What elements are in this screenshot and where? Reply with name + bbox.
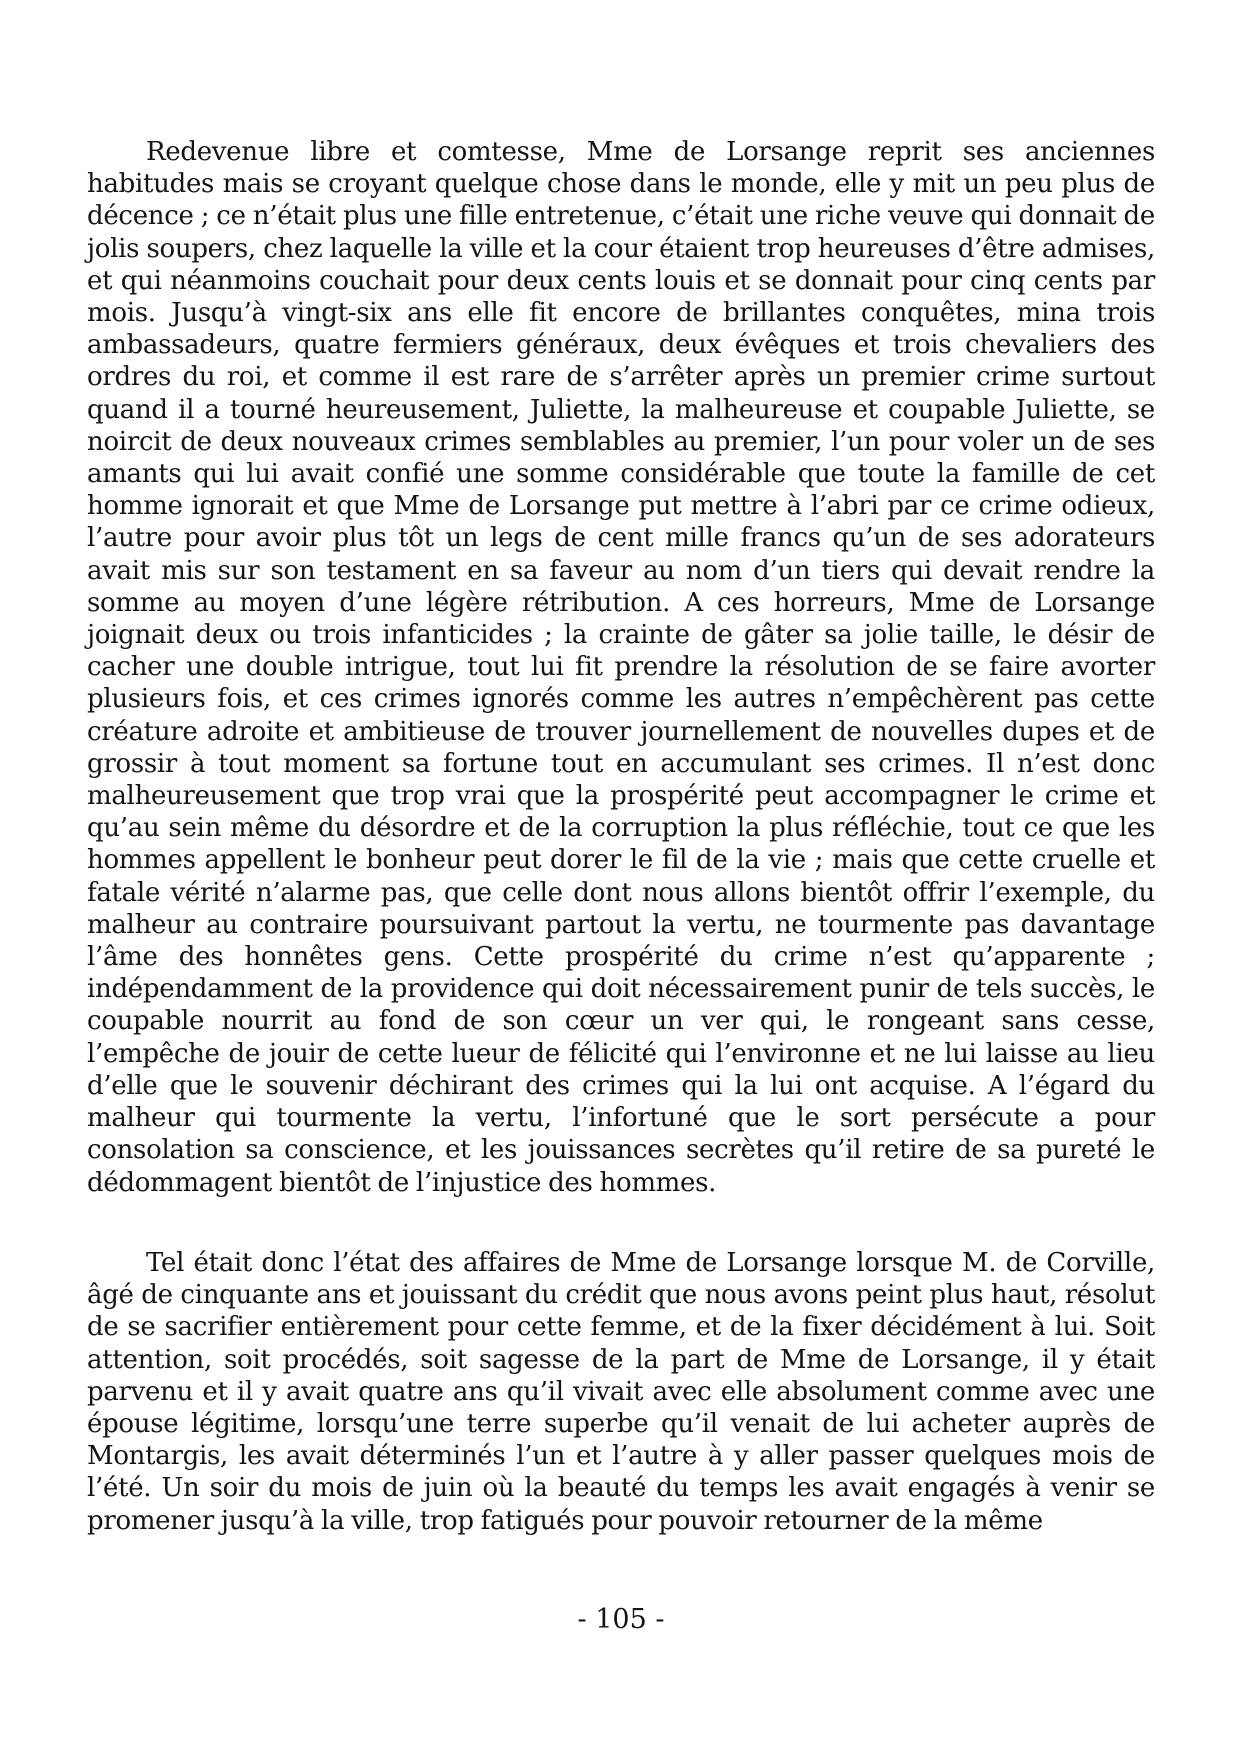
- page-number: - 105 -: [577, 1604, 665, 1635]
- body-paragraph-2: Tel était donc l’état des affaires de Mme de Lorsange lorsque M. de Corville, âgé de cinquante ans et jouissant du crédit que nous avons peint plus haut, résolut de se sacrifier entièrement pour cette femme, et de la fixer décidément à lui. Soit attention, soit procédés, soit sagesse de la part de Mme de Lorsange, il y était parvenu et il y avait quatre ans qu’il vivait avec elle absolument comme avec une épouse légitime, lorsqu’une terre superbe qu’il venait de lui acheter auprès de Montargis, les avait déterminés l’un et l’autre à y aller passer quelques mois de l’été. Un soir du mois de juin où la beauté du temps les avait engagés à venir se promener jusqu’à la ville, trop fatigués pour pouvoir retourner de la même: [87, 1248, 1155, 1536]
- body-paragraph-1: Redevenue libre et comtesse, Mme de Lorsange reprit ses anciennes habitudes mais se croyant quelque chose dans le monde, elle y mit un peu plus de décence ; ce n’était plus une fille entretenue, c’était une riche veuve qui donnait de jolis soupers, chez laquelle la ville et la cour étaient trop heureuses d’être admises, et qui néanmoins couchait pour deux cents louis et se donnait pour cinq cents par mois. Jusqu’à vingt-six ans elle fit encore de brillantes conquêtes, mina trois ambassadeurs, quatre fermiers généraux, deux évêques et trois chevaliers des ordres du roi, et comme il est rare de s’arrêter après un premier crime surtout quand il a tourné heureusement, Juliette, la malheureuse et coupable Juliette, se noircit de deux nouveaux crimes semblables au premier, l’un pour voler un de ses amants qui lui avait confié une somme considérable que toute la famille de cet homme ignorait et que Mme de Lorsange put mettre à l’abri par ce crime odieux, l’autre pour avoir plus tôt un legs de cent mille francs qu’un de ses adorateurs avait mis sur son testament en sa faveur au nom d’un tiers qui devait rendre la somme au moyen d’une légère rétribution. A ces horreurs, Mme de Lorsange joignait deux ou trois infanticides ; la crainte de gâter sa jolie taille, le désir de cacher une double intrigue, tout lui fit prendre la résolution de se faire avorter plusieurs fois, et ces crimes ignorés comme les autres n’empêchèrent pas cette créature adroite et ambitieuse de trouver journellement de nouvelles dupes et de grossir à tout moment sa fortune tout en accumulant ses crimes. Il n’est donc malheureusement que trop vrai que la prospérité peut accompagner le crime et qu’au sein même du désordre et de la corruption la plus réfléchie, tout ce que les hommes appellent le bonheur peut dorer le fil de la vie ; mais que cette cruelle et fatale vérité n’alarme pas, que celle dont nous allons bientôt offrir l’exemple, du malheur au contraire poursuivant partout la vertu, ne tourmente pas davantage l’âme des honnêtes gens. Cette prospérité du crime n’est qu’apparente ; indépendamment de la providence qui doit nécessairement punir de tels succès, le coupable nourrit au fond de son cœur un ver qui, le rongeant sans cesse, l’empêche de jouir de cette lueur de félicité qui l’environne et ne lui laisse au lieu d’elle que le souvenir déchirant des crimes qui la lui ont acquise. A l’égard du malheur qui tourmente la vertu, l’infortuné que le sort persécute a pour consolation sa conscience, et les jouissances secrètes qu’il retire de sa pureté le dédommagent bientôt de l’injustice des hommes.: [87, 137, 1155, 1198]
